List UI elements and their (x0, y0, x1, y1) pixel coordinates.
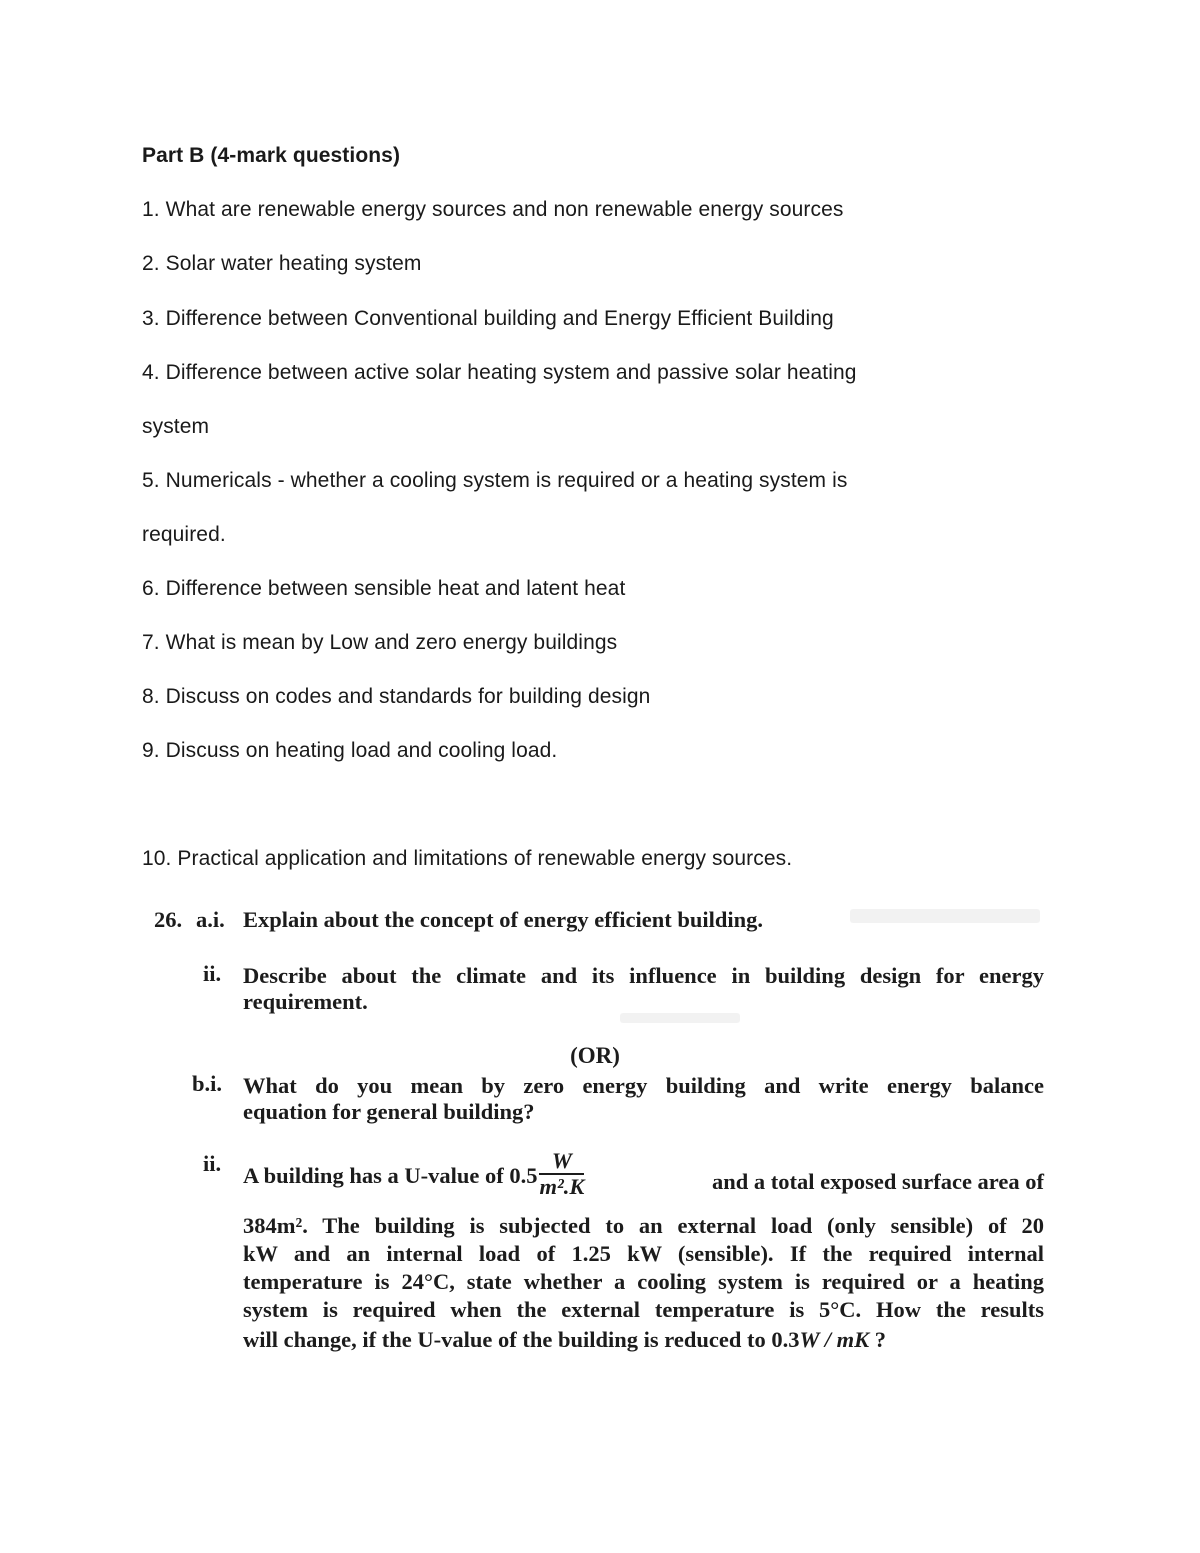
b-ii-line-1-end: and a total exposed surface area of (711, 1169, 1044, 1194)
question-6: 6. Difference between sensible heat and latent heat (142, 577, 626, 600)
a-ii-line-2: requirement. (243, 989, 368, 1014)
b-ii-line-6-start: will change, if the U-value of the building is reduced to 0.3 (243, 1327, 800, 1352)
b-ii-line-1-start: A building has a U-value of 0.5 (243, 1163, 538, 1189)
b-ii-line-4: temperature is 24°C, state whether a cooling system is required or a heating (243, 1269, 1044, 1294)
or-divider: (OR) (570, 1043, 620, 1068)
b-ii-line-1 (243, 1148, 1044, 1203)
b-ii-line-3: kW and an internal load of 1.25 kW (sensible). If the required internal (243, 1241, 1044, 1266)
a-i-label: a.i. (196, 907, 225, 932)
question-1: 1. What are renewable energy sources and non renewable energy sources (142, 198, 844, 221)
question-3: 3. Difference between Conventional building and Energy Efficient Building (142, 307, 834, 330)
question-2: 2. Solar water heating system (142, 252, 422, 275)
question-10: 10. Practical application and limitations of renewable energy sources. (142, 847, 793, 870)
question-7: 7. What is mean by Low and zero energy buildings (142, 631, 618, 654)
b-ii-label: ii. (203, 1151, 222, 1176)
fraction-numerator: W (539, 1149, 584, 1175)
b-i-line-2: equation for general building? (243, 1099, 535, 1124)
scanned-exam-question (150, 895, 1050, 1365)
a-ii-label: ii. (203, 961, 222, 986)
b-i-label: b.i. (192, 1071, 223, 1096)
question-26-number: 26. (154, 907, 183, 932)
b-ii-line-6 (243, 1327, 886, 1353)
b-ii-line-6-end: ? (869, 1327, 886, 1352)
b-ii-line-2: 384m². The building is subjected to an external load (only sensible) of 20 (243, 1213, 1044, 1238)
fraction-denominator: m².K (539, 1174, 585, 1199)
a-ii-line-1: Describe about the climate and its influence in building design for energy (243, 963, 1044, 988)
question-5-line-1: 5. Numericals - whether a cooling system is required or a heating system is (142, 469, 848, 492)
question-5-line-2: required. (142, 523, 226, 546)
b-i-line-1: What do you mean by zero energy building and write energy balance (243, 1073, 1044, 1098)
u-value-unit: W / mK (799, 1327, 870, 1352)
question-8: 8. Discuss on codes and standards for building design (142, 685, 651, 708)
a-i-text: Explain about the concept of energy efficient building. (243, 907, 764, 932)
scan-smudge (620, 1013, 740, 1023)
scan-smudge (850, 909, 1040, 923)
question-4-line-1: 4. Difference between active solar heating system and passive solar heating (142, 361, 857, 384)
part-b-heading: Part B (4-mark questions) (142, 144, 401, 167)
u-value-unit-fraction (539, 1149, 584, 1199)
question-4-line-2: system (142, 415, 210, 438)
question-9: 9. Discuss on heating load and cooling load. (142, 739, 558, 762)
b-ii-line-5: system is required when the external temperature is 5°C. How the results (243, 1297, 1044, 1322)
